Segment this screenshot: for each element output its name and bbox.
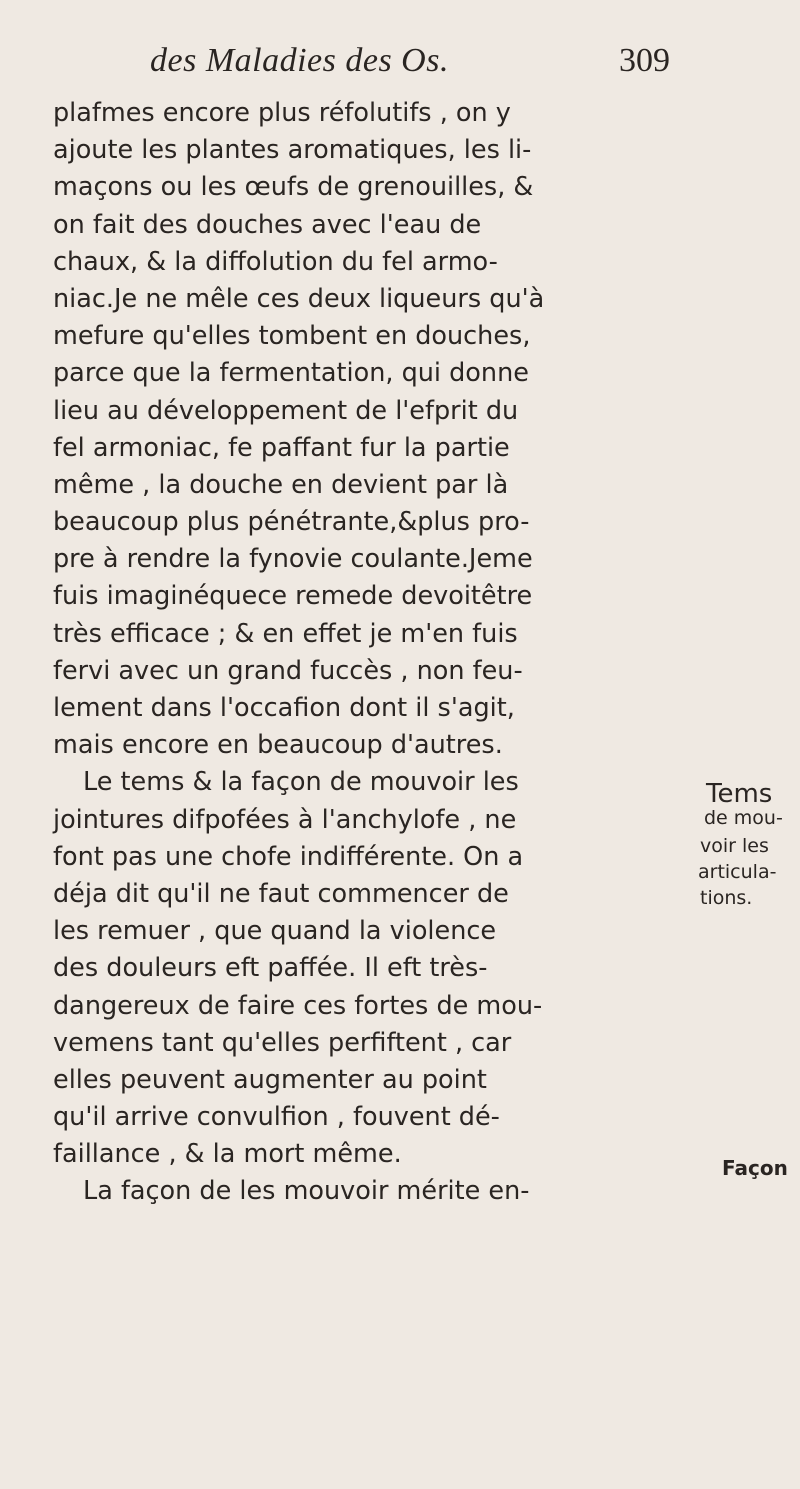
- margin-note-line: Tems: [706, 779, 773, 809]
- text-line: elles peuvent augmenter au point: [53, 1064, 487, 1095]
- text-line: qu'il arrive convulfion , fouvent dé-: [53, 1102, 500, 1133]
- text-line: très efficace ; & en effet je m'en fuis: [53, 618, 518, 649]
- text-line: les remuer , que quand la violence: [53, 916, 497, 947]
- text-line: maçons ou les œufs de grenouilles, &: [53, 172, 534, 203]
- page-number: 309: [619, 42, 670, 79]
- text-line: parce que la fermentation, qui donne: [53, 358, 529, 389]
- text-line: faillance , & la mort même.: [53, 1139, 402, 1170]
- text-line: lement dans l'occafion dont il s'agit,: [53, 693, 515, 723]
- text-line: beaucoup plus pénétrante,&plus pro-: [53, 507, 530, 538]
- body-text: [53, 95, 693, 1211]
- text-line: font pas une chofe indifférente. On a: [53, 841, 524, 872]
- margin-note-line: articula-: [698, 861, 777, 883]
- running-title: des Maladies des Os.: [150, 42, 449, 79]
- text-line: déja dit qu'il ne faut commencer de: [53, 878, 509, 909]
- text-line: fervi avec un grand fuccès , non feu-: [53, 655, 523, 686]
- paragraph-start-line: Le tems & la façon de mouvoir les: [83, 767, 519, 798]
- paragraph-start-line: La façon de les mouvoir mérite en-: [83, 1176, 530, 1207]
- text-line: dangereux de faire ces fortes de mou-: [53, 990, 543, 1021]
- text-line: des douleurs eft paffée. Il eft très-: [53, 953, 488, 984]
- text-line: on fait des douches avec l'eau de: [53, 209, 482, 240]
- text-line: pre à rendre la fynovie coulante.Jeme: [53, 544, 533, 575]
- text-line: même , la douche en devient par là: [53, 469, 509, 500]
- catchword: Façon: [722, 1156, 788, 1180]
- text-line: vemens tant qu'elles perfiftent , car: [53, 1027, 512, 1058]
- margin-note-line: voir les: [700, 835, 769, 857]
- text-line: plafmes encore plus réfolutifs , on y: [53, 98, 511, 128]
- text-line: mais encore en beaucoup d'autres.: [53, 730, 503, 761]
- text-line: niac.Je ne mêle ces deux liqueurs qu'à: [53, 283, 545, 314]
- text-line: lieu au développement de l'efprit du: [53, 395, 519, 426]
- margin-note-line: tions.: [700, 887, 753, 909]
- text-line: ajoute les plantes aromatiques, les li-: [53, 135, 532, 166]
- page-header: [150, 42, 670, 92]
- margin-note-line: de mou-: [704, 807, 783, 829]
- text-line: fel armoniac, fe paffant fur la partie: [53, 432, 510, 463]
- text-line: mefure qu'elles tombent en douches,: [53, 321, 531, 352]
- text-line: chaux, & la diffolution du fel armo-: [53, 246, 498, 277]
- text-line: fuis imaginéquece remede devoitêtre: [53, 581, 533, 612]
- text-line: jointures difpofées à l'anchylofe , ne: [53, 804, 517, 835]
